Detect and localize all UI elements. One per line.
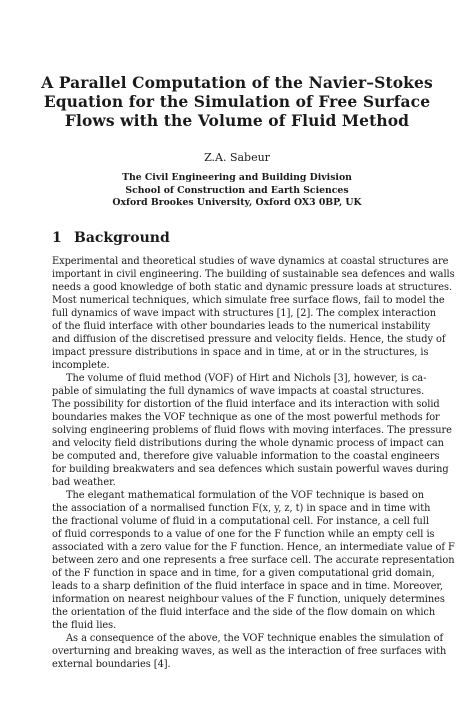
paragraph-line: between zero and one represents a free surface cell. The accurate representation: [52, 554, 455, 566]
paragraph-line: The possibility for distortion of the fluid interface and its interaction with solid: [52, 398, 440, 410]
paragraph-line: external boundaries [4].: [52, 658, 171, 670]
paragraph-line: The elegant mathematical formulation of the VOF technique is based on: [66, 490, 424, 501]
paragraph-line: boundaries makes the VOF technique as one of the most powerful methods for: [52, 411, 440, 423]
paragraph-line: Experimental and theoretical studies of wave dynamics at coastal structures are: [52, 256, 449, 267]
paragraph-line: bad weather.: [52, 476, 116, 488]
paragraph-line: for building breakwaters and sea defences which sustain powerful waves during: [52, 463, 449, 475]
paragraph-line: leads to a sharp definition of the fluid interface in space and in time. Moreover,: [52, 580, 443, 592]
title-line-2: Equation for the Simulation of Free Surface: [43, 92, 431, 111]
paragraph-line: overturning and breaking waves, as well as the interaction of free surfaces with: [52, 645, 447, 657]
paragraph-line: important in civil engineering. The building of sustainable sea defences and walls: [52, 268, 455, 280]
title-line-3: Flows with the Volume of Fluid Method: [64, 111, 410, 130]
paragraph-line: incomplete.: [52, 359, 110, 371]
section-heading: [52, 230, 170, 246]
affiliation-line-2: School of Construction and Earth Sciences: [125, 184, 349, 196]
paragraph-line: full dynamics of wave impact with structures [1], [2]. The complex interaction: [52, 307, 436, 319]
paragraph-line: associated with a zero value for the F function. Hence, an intermediate value of F: [52, 541, 455, 553]
paper-title: [30, 73, 444, 130]
author-name: Z.A. Sabeur: [204, 151, 270, 164]
paragraph-line: the orientation of the fluid interface and the side of the flow domain on which: [52, 606, 436, 618]
paragraph-line: and velocity field distributions during the whole dynamic process of impact can: [52, 437, 444, 449]
paragraph-line: solving engineering problems of fluid flows with moving interfaces. The pressure: [52, 424, 452, 436]
affiliation-line-1: The Civil Engineering and Building Division: [122, 172, 352, 183]
affiliation-line-3: Oxford Brookes University, Oxford OX3 0BP, UK: [112, 197, 362, 208]
paragraph-line: of the fluid interface with other boundaries leads to the numerical instability: [52, 320, 431, 332]
paragraph-line: be computed and, therefore give valuable information to the coastal engineers: [52, 450, 440, 462]
paragraph-line: the fractional volume of fluid in a computational cell. For instance, a cell full: [52, 515, 429, 527]
paragraph-2: [52, 373, 452, 490]
paragraph-line: needs a good knowledge of both static and dynamic pressure loads at structures.: [52, 281, 453, 293]
paragraph-line: The volume of fluid method (VOF) of Hirt and Nichols [3], however, is ca-: [66, 373, 427, 384]
paragraph-line: of fluid corresponds to a value of one for the F function while an empty cell is: [52, 528, 435, 540]
paragraph-line: the association of a normalised function F(x, y, z, t) in space and in time with: [52, 502, 431, 514]
paragraph-line: As a consequence of the above, the VOF technique enables the simulation of: [66, 633, 444, 644]
section-number: 1: [52, 230, 62, 246]
paragraph-3: [52, 490, 455, 632]
paragraph-line: pable of simulating the full dynamics of wave impacts at coastal structures.: [52, 385, 425, 397]
paragraph-line: of the F function in space and in time, for a given computational grid domain,: [52, 567, 435, 579]
paragraph-line: Most numerical techniques, which simulate free surface flows, fail to model the: [52, 294, 445, 306]
paragraph-4: [52, 633, 447, 672]
title-line-1: A Parallel Computation of the Navier–Stokes: [41, 73, 433, 92]
paragraph-line: information on nearest neighbour values of the F function, uniquely determines: [52, 593, 445, 605]
paragraph-line: impact pressure distributions in space and in time, at or in the structures, is: [52, 346, 429, 358]
paragraph-1: [52, 256, 455, 373]
paragraph-line: the fluid lies.: [52, 619, 117, 631]
section-title: Background: [74, 230, 170, 246]
affiliation: [60, 172, 414, 210]
paragraph-line: and diffusion of the discretised pressure and velocity fields. Hence, the study of: [52, 333, 446, 345]
